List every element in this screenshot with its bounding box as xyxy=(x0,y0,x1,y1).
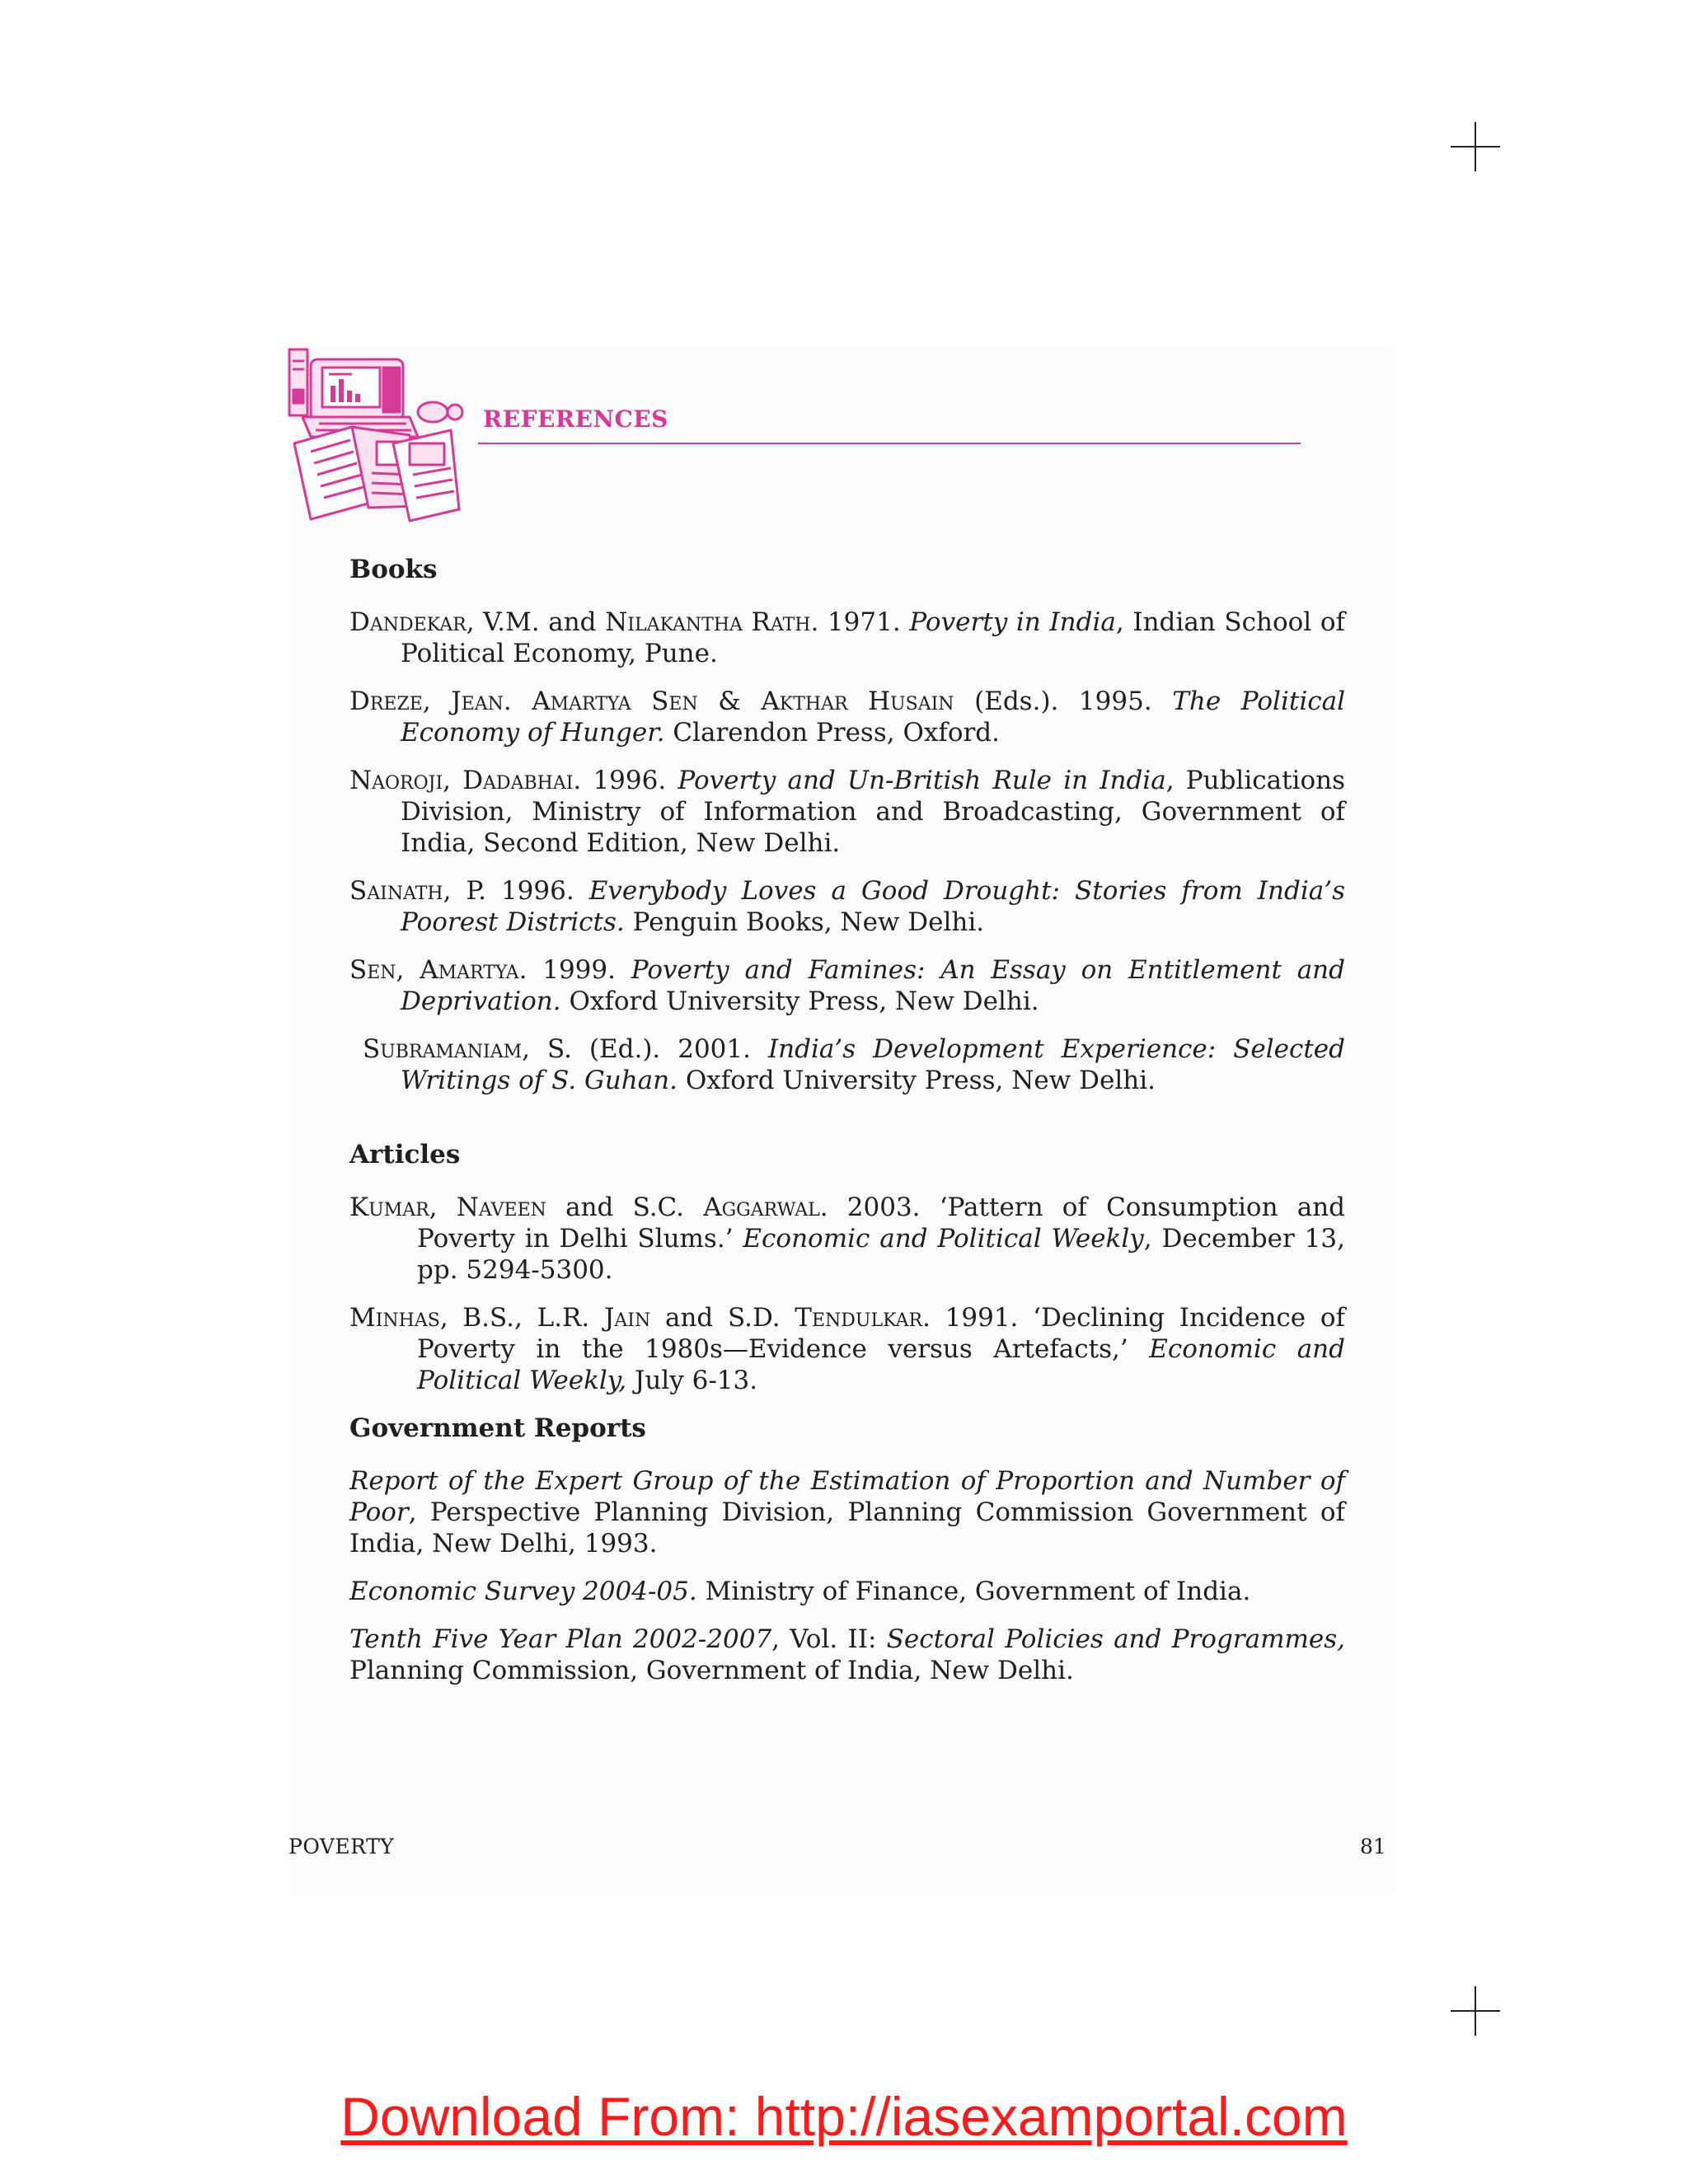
crop-mark-icon xyxy=(1451,1986,1500,2036)
computer-and-newspapers-illustration xyxy=(286,344,466,524)
book-entry: Dandekar, V.M. and Nilakantha Rath. 1971. Poverty in India, Indian School of Political Economy, Pune. xyxy=(349,607,1345,668)
section-title: REFERENCES xyxy=(483,405,668,433)
page-number: 81 xyxy=(1360,1835,1386,1858)
book-entry: Naoroji, Dadabhai. 1996. Poverty and Un-British Rule in India, Publications Division, Ministry of Information and Broadcasting, Government of India, Second Edition, New Delhi. xyxy=(349,766,1346,858)
government-reports-heading: Government Reports xyxy=(349,1413,646,1443)
book-entry: Dreze, Jean. Amartya Sen & Akthar Husain (Eds.). 1995. The Political Economy of Hunger. Clarendon Press, Oxford. xyxy=(349,687,1345,748)
download-link[interactable]: Download From: http://iasexamportal.com xyxy=(340,2086,1348,2147)
references-content xyxy=(349,554,1345,1703)
article-entry: Minhas, B.S., L.R. Jain and S.D. Tendulkar. 1991. ‘Declining Incidence of Poverty in the 1980s—Evidence versus Artefacts,’ Economic and Political Weekly, July 6-13. xyxy=(349,1303,1345,1395)
title-rule xyxy=(478,443,1301,444)
article-entry: Kumar, Naveen and S.C. Aggarwal. 2003. ‘Pattern of Consumption and Poverty in Delhi Slums.’ Economic and Political Weekly, December 13, pp. 5294-5300. xyxy=(349,1193,1346,1285)
book-entry: Subramaniam, S. (Ed.). 2001. India’s Development Experience: Selected Writings of S. Guhan. Oxford University Press, New Delhi. xyxy=(363,1034,1345,1095)
report-entry: Report of the Expert Group of the Estimation of Proportion and Number of Poor, Perspective Planning Division, Planning Commission Government of India, New Delhi, 1993. xyxy=(349,1466,1345,1558)
crop-mark-icon xyxy=(1451,122,1500,171)
report-entry: Tenth Five Year Plan 2002-2007, Vol. II: Sectoral Policies and Programmes, Planning Commission, Government of India, New Delhi. xyxy=(349,1624,1345,1685)
books-heading: Books xyxy=(349,555,438,584)
book-entry: Sen, Amartya. 1999. Poverty and Famines: An Essay on Entitlement and Deprivation. Oxford University Press, New Delhi. xyxy=(349,955,1345,1016)
articles-heading: Articles xyxy=(349,1140,461,1169)
footer-chapter-name: POVERTY xyxy=(288,1835,395,1858)
report-entry: Economic Survey 2004-05. Ministry of Finance, Government of India. xyxy=(349,1577,1251,1606)
book-entry: Sainath, P. 1996. Everybody Loves a Good Drought: Stories from India’s Poorest Districts. Penguin Books, New Delhi. xyxy=(349,876,1345,937)
